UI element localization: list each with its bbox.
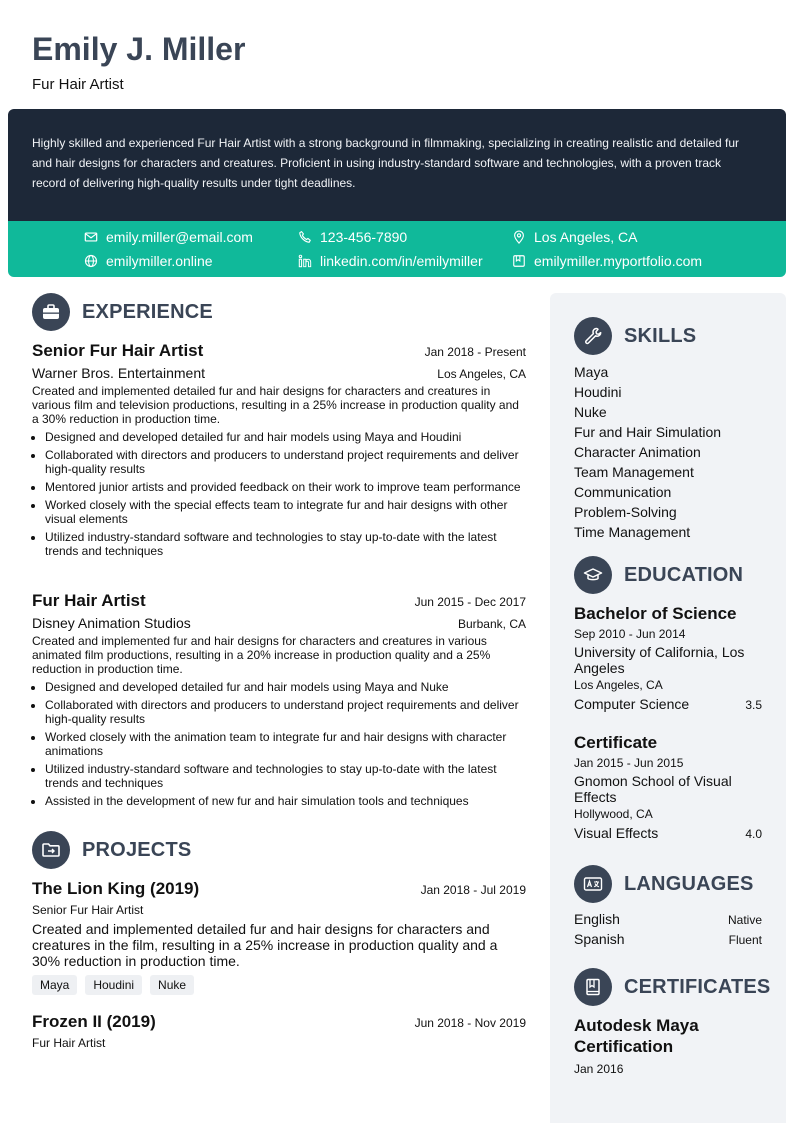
contact-portfolio[interactable] (512, 253, 702, 269)
education-school: Gnomon School of Visual Effects (574, 773, 732, 805)
education-location: Los Angeles, CA (574, 678, 663, 692)
job-bullet: • Utilized industry-standard software and technologies to stay up-to-date with the latest trends and techniques (45, 762, 526, 790)
job-bullet: • Mentored junior artists and provided feedback on their work to improve team performance (45, 480, 526, 494)
candidate-title: Fur Hair Artist (32, 76, 124, 94)
job-bullets (32, 430, 526, 558)
summary-panel (8, 109, 786, 221)
language-name: English (574, 911, 620, 927)
education-gpa: 3.5 (745, 698, 762, 712)
project-title: The Lion King (2019) (32, 879, 200, 898)
portfolio-icon (512, 254, 526, 268)
education-item (574, 733, 762, 841)
folder-icon (32, 831, 70, 869)
education-gpa: 4.0 (745, 827, 762, 841)
translate-icon (574, 865, 612, 903)
resume-header (32, 30, 245, 93)
job-bullet: • Worked closely with the animation team to integrate fur and hair designs with character animations (45, 730, 526, 758)
contact-website-text: emilymiller.online (106, 253, 213, 269)
phone-icon (298, 230, 312, 244)
education-heading (574, 556, 743, 594)
job-description: Created and implemented detailed fur and hair designs for characters and creatures in various film and television productions, resulting in a 25% increase in production quality and a 30% reduction in production time. (32, 384, 519, 426)
project-item (32, 1012, 526, 1050)
skills-title: SKILLS (624, 324, 697, 347)
skill-item: Nuke (574, 404, 607, 420)
contact-linkedin[interactable] (298, 253, 483, 269)
project-role: Fur Hair Artist (32, 1036, 106, 1050)
language-level: Fluent (728, 933, 762, 947)
contact-linkedin-text: linkedin.com/in/emilymiller (320, 253, 483, 269)
skill-item: Problem-Solving (574, 504, 677, 520)
project-tag: Maya (32, 975, 77, 995)
project-tags (32, 975, 526, 995)
job-bullet: • Utilized industry-standard software and technologies to stay up-to-date with the latest trends and techniques (45, 530, 526, 558)
job-bullet: • Assisted in the development of new fur and hair simulation tools and techniques (45, 794, 526, 808)
location-pin-icon (512, 230, 526, 244)
project-tag: Houdini (85, 975, 142, 995)
language-item (574, 911, 762, 927)
job-bullets (32, 680, 526, 808)
job-location: Los Angeles, CA (437, 367, 526, 381)
skill-item: Character Animation (574, 444, 701, 460)
education-item (574, 604, 762, 712)
contact-email-text: emily.miller@email.com (106, 229, 253, 245)
contact-email[interactable] (84, 229, 253, 245)
education-degree: Certificate (574, 733, 658, 752)
wrench-icon (574, 317, 612, 355)
linkedin-icon (298, 254, 312, 268)
experience-heading (32, 293, 213, 331)
candidate-name: Emily J. Miller (32, 31, 246, 67)
experience-item (32, 591, 526, 812)
education-dates: Sep 2010 - Jun 2014 (574, 627, 686, 641)
education-dates: Jan 2015 - Jun 2015 (574, 756, 684, 770)
job-location: Burbank, CA (457, 617, 526, 631)
projects-heading (32, 831, 191, 869)
education-degree: Bachelor of Science (574, 604, 737, 623)
job-bullet: • Collaborated with directors and producers to understand project requirements and deliver high-quality results (45, 448, 526, 476)
job-company: Warner Bros. Entertainment (32, 365, 205, 381)
language-name: Spanish (574, 931, 625, 947)
certificate-title: Autodesk Maya Certification (574, 1016, 699, 1056)
project-description: Created and implemented detailed fur and hair designs for characters and creatures in the film, resulting in a 25% increase in production quality and a 30% reduction in production time. (32, 921, 498, 969)
project-item (32, 879, 526, 995)
project-dates: Jun 2018 - Nov 2019 (414, 1016, 526, 1030)
skills-list (574, 362, 762, 542)
job-dates: Jun 2015 - Dec 2017 (414, 595, 526, 609)
summary-text: Highly skilled and experienced Fur Hair Artist with a strong background in filmmaking, specializing in creating realistic and detailed fur and hair designs for characters and creatures. Proficient in using industry-standard software and technologies, with a proven track record of delivering high-quality results under tight deadlines. (32, 136, 740, 190)
project-title: Frozen II (2019) (32, 1012, 156, 1031)
language-item (574, 931, 762, 947)
mail-icon (84, 230, 98, 244)
certificates-heading (574, 968, 770, 1006)
certificates-title: CERTIFICATES (624, 975, 771, 998)
skill-item: Time Management (574, 524, 691, 540)
contact-phone-text: 123-456-7890 (320, 229, 408, 245)
skill-item: Maya (574, 364, 609, 380)
skill-item: Team Management (574, 464, 694, 480)
project-role: Senior Fur Hair Artist (32, 903, 144, 917)
job-bullet: • Worked closely with the special effects team to integrate fur and hair designs with other visual elements (45, 498, 526, 526)
language-level: Native (727, 913, 762, 927)
job-dates: Jan 2018 - Present (424, 345, 526, 359)
languages-title: LANGUAGES (624, 872, 754, 895)
job-title: Senior Fur Hair Artist (32, 341, 204, 360)
contact-bar (8, 221, 786, 277)
certificate-book-icon (574, 968, 612, 1006)
job-bullet: • Collaborated with directors and producers to understand project requirements and deliver high-quality results (45, 698, 526, 726)
graduation-cap-icon (574, 556, 612, 594)
education-school: University of California, Los Angeles (574, 644, 745, 676)
education-field: Visual Effects (574, 825, 659, 841)
education-field-row (574, 696, 762, 712)
skills-heading (574, 317, 696, 355)
briefcase-icon (32, 293, 70, 331)
certificate-date: Jan 2016 (574, 1062, 624, 1076)
contact-location (512, 229, 638, 245)
education-field: Computer Science (574, 696, 690, 712)
skill-item: Houdini (574, 384, 622, 400)
job-title: Fur Hair Artist (32, 591, 146, 610)
job-bullet: • Designed and developed detailed fur and hair models using Maya and Nuke (45, 680, 526, 694)
job-company: Disney Animation Studios (32, 615, 191, 631)
contact-phone[interactable] (298, 229, 407, 245)
globe-icon (84, 254, 98, 268)
job-bullet: • Designed and developed detailed fur and hair models using Maya and Houdini (45, 430, 526, 444)
skill-item: Communication (574, 484, 672, 500)
project-tag: Nuke (150, 975, 194, 995)
experience-title: EXPERIENCE (82, 300, 213, 323)
education-location: Hollywood, CA (574, 807, 653, 821)
job-description: Created and implemented fur and hair designs for characters and creatures in various animated film productions, resulting in a 20% increase in production quality and a 25% reduction in production time. (32, 634, 491, 676)
contact-location-text: Los Angeles, CA (534, 229, 638, 245)
experience-item (32, 341, 526, 562)
education-field-row (574, 825, 762, 841)
education-title: EDUCATION (624, 563, 744, 586)
project-dates: Jan 2018 - Jul 2019 (420, 883, 526, 897)
skill-item: Fur and Hair Simulation (574, 424, 722, 440)
contact-website[interactable] (84, 253, 213, 269)
certificate-item (574, 1015, 762, 1076)
languages-heading (574, 865, 754, 903)
projects-title: PROJECTS (82, 838, 192, 861)
contact-portfolio-text: emilymiller.myportfolio.com (534, 253, 703, 269)
